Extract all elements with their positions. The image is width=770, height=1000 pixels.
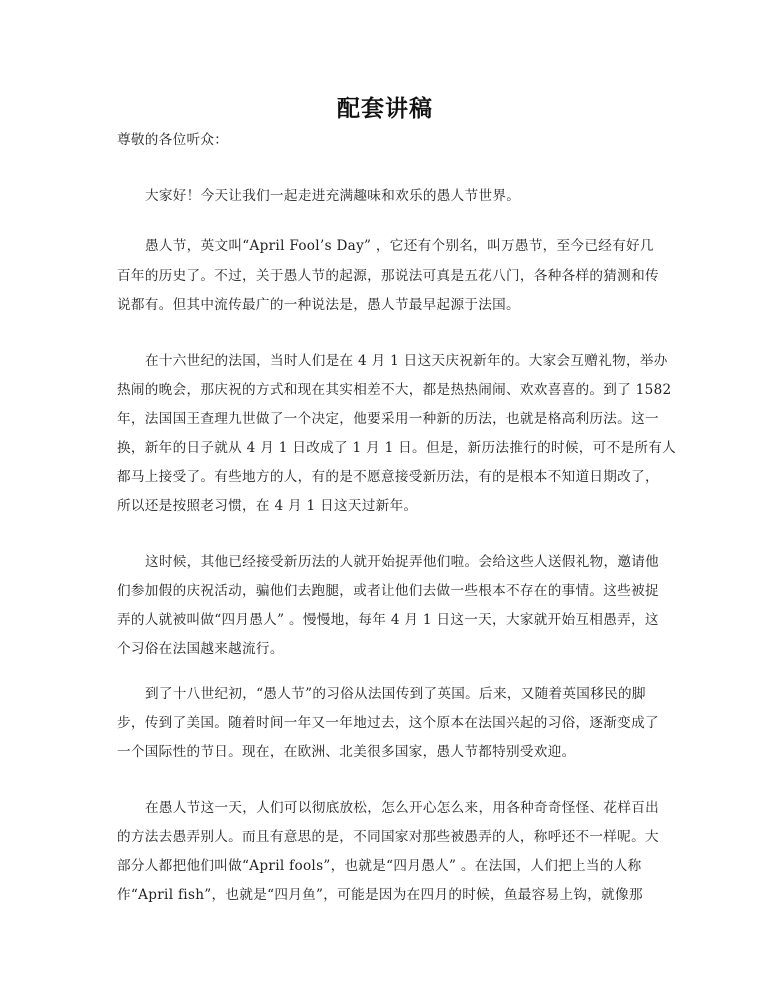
text-line: 一个国际性的节日。现在，在欧洲、北美很多国家，愚人节都特别受欢迎。 <box>117 744 576 760</box>
text-line: 在十六世纪的法国，当时人们是在 4 月 1 日这天庆祝新年的。大家会互赠礼物，举办 <box>145 353 668 369</box>
text-line: 年，法国国王查理九世做了一个决定，他要采用一种新的历法，也就是格高利历法。这一 <box>117 411 659 427</box>
text-line: 这时候，其他已经接受新历法的人就开始捉弄他们啦。会给这些人送假礼物，邀请他 <box>145 554 660 570</box>
text-line: 都马上接受了。有些地方的人，有的是不愿意接受新历法，有的是根本不知道日期改了， <box>117 469 659 485</box>
text-line: 们参加假的庆祝活动，骗他们去跑腿，或者让他们去做一些根本不存在的事情。这些被捉 <box>117 583 659 599</box>
salutation: 尊敬的各位听众： <box>117 132 229 148</box>
text-line: 所以还是按照老习惯，在 4 月 1 日这天过新年。 <box>117 498 418 514</box>
text-line: 换，新年的日子就从 4 月 1 日改成了 1 月 1 日。但是，新历法推行的时候，可不是所有人 <box>117 440 677 456</box>
text-line: 步，传到了美国。随着时间一年又一年地过去，这个原本在法国兴起的习俗，逐渐变成了 <box>117 715 659 731</box>
document-title: 配套讲稿 <box>337 96 433 122</box>
text-line: 大家好！今天让我们一起走进充满趣味和欢乐的愚人节世界。 <box>145 188 521 204</box>
text-line: 部分人都把他们叫做“April fools”，也就是“四月愚人” 。在法国，人们把上当的人称 <box>117 858 642 874</box>
text-line: 到了十八世纪初，“愚人节”的习俗从法国传到了英国。后来，又随着英国移民的脚 <box>145 686 646 702</box>
text-line: 个习俗在法国越来越流行。 <box>117 641 284 657</box>
text-line: 百年的历史了。不过，关于愚人节的起源，那说法可真是五花八门，各种各样的猜测和传 <box>117 268 659 284</box>
text-line: 的方法去愚弄别人。而且有意思的是，不同国家对那些被愚弄的人，称呼还不一样呢。大 <box>117 829 659 845</box>
text-line: 愚人节，英文叫“April Fool’s Day” ，它还有个别名，叫万愚节，至今已经有好几 <box>145 238 654 254</box>
text-line: 说都有。但其中流传最广的一种说法是，愚人节最早起源于法国。 <box>117 297 520 313</box>
text-line: 热闹的晚会，那庆祝的方式和现在其实相差不大，都是热热闹闹、欢欢喜喜的。到了 1582 <box>117 382 672 398</box>
text-line: 作“April fish”，也就是“四月鱼”，可能是因为在四月的时候，鱼最容易上钩，就像那 <box>117 887 643 903</box>
text-line: 在愚人节这一天，人们可以彻底放松，怎么开心怎么来，用各种奇奇怪怪、花样百出 <box>145 800 660 816</box>
text-line: 弄的人就被叫做“四月愚人” 。慢慢地，每年 4 月 1 日这一天，大家就开始互相愚弄，这 <box>117 612 659 628</box>
